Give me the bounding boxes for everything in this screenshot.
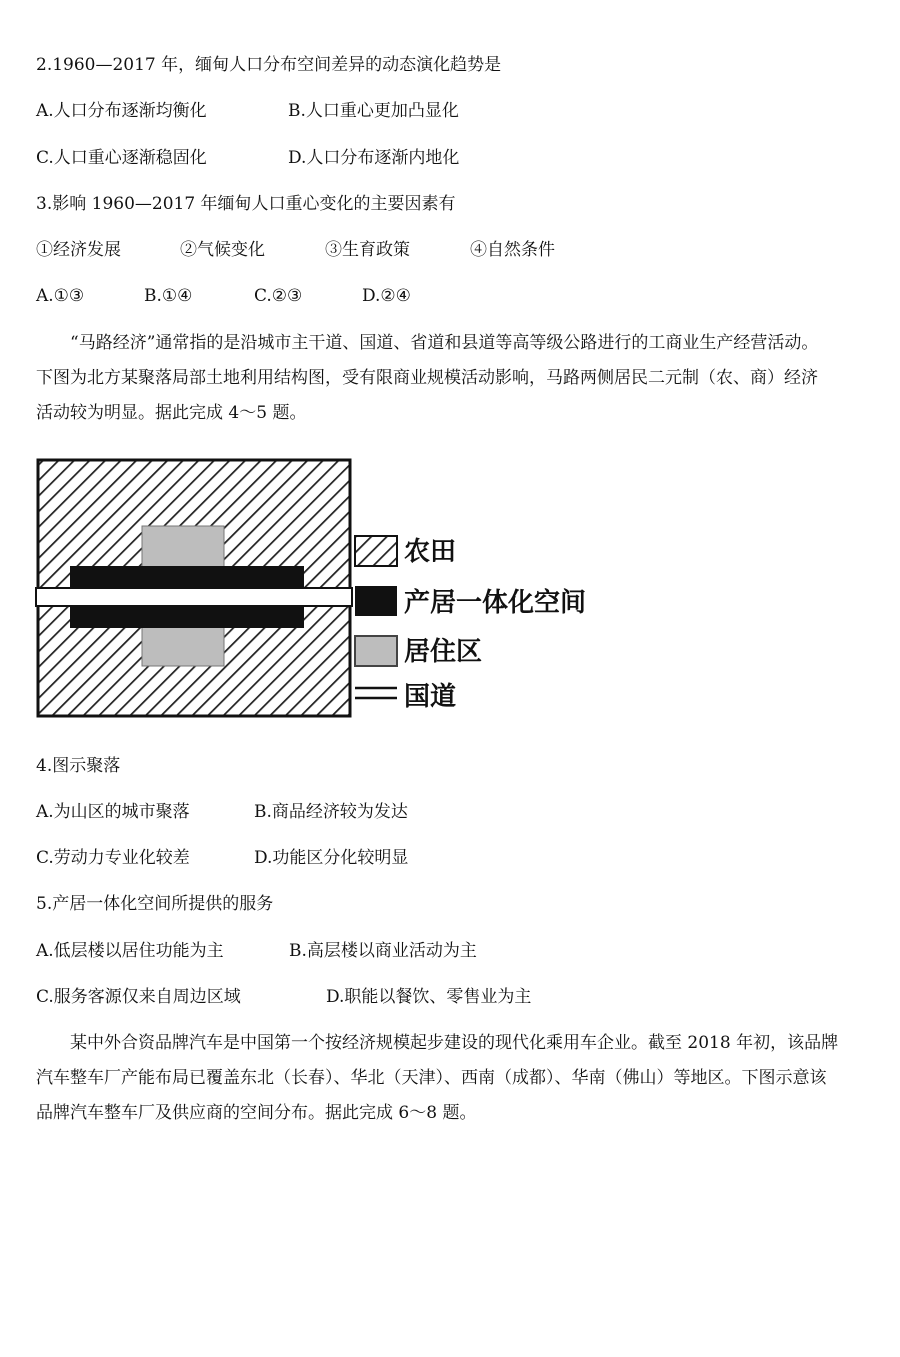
- q5-option-c: C.服务客源仅来自周边区域: [36, 987, 241, 1007]
- legend-industry-residence-label: 产居一体化空间: [404, 588, 587, 618]
- q5-options-row2: [36, 985, 886, 1009]
- q2-options-row2: [36, 146, 886, 170]
- passage1-line-1: “马路经济”通常指的是沿城市主干道、国道、省道和县道等高等级公路进行的工商业生产经营活动。: [70, 333, 819, 353]
- map-diagram: [36, 460, 352, 716]
- q5-option-b: B.高层楼以商业活动为主: [289, 941, 477, 961]
- q2-options-row1: [36, 99, 886, 123]
- industry-residence-strip-south: [70, 606, 304, 628]
- q5-options-row1: [36, 939, 886, 963]
- industry-residence-strip-north: [70, 566, 304, 588]
- q3-option-d: D.②④: [362, 286, 411, 306]
- legend-farmland-swatch: [355, 536, 397, 566]
- legend-industry-residence-swatch: [355, 586, 397, 616]
- legend-farmland-label: 农田: [404, 537, 457, 567]
- q3-option-b: B.①④: [144, 286, 193, 306]
- q3-factor-3: ③生育政策: [325, 240, 410, 260]
- q2-option-d: D.人口分布逐渐内地化: [288, 148, 460, 168]
- q5-stem: 5.产居一体化空间所提供的服务: [36, 894, 274, 914]
- q4-option-d: D.功能区分化较明显: [254, 848, 409, 868]
- q4-stem: 4.图示聚落: [36, 756, 121, 776]
- q3-factor-2: ②气候变化: [180, 240, 265, 260]
- q3-option-a: A.①③: [36, 286, 85, 306]
- q3-stem: 3.影响 1960—2017 年缅甸人口重心变化的主要因素有: [36, 194, 456, 214]
- q4-option-c: C.劳动力专业化较差: [36, 848, 190, 868]
- national-road: [36, 588, 352, 606]
- passage2-line-2: 汽车整车厂产能布局已覆盖东北（长春）、华北（天津）、西南（成都）、华南（佛山）等地区。下图示意该: [36, 1068, 827, 1088]
- q3-factor-1: ①经济发展: [36, 240, 121, 260]
- passage2-line-3: 品牌汽车整车厂及供应商的空间分布。据此完成 6～8 题。: [36, 1103, 477, 1123]
- q3-factors: [36, 238, 886, 262]
- passage1-line-3: 活动较为明显。据此完成 4～5 题。: [36, 403, 307, 423]
- legend-residential-label: 居住区: [404, 637, 483, 667]
- q5-option-d: D.职能以餐饮、零售业为主: [326, 987, 532, 1007]
- passage-road-economy: [36, 326, 886, 431]
- passage2-line-1: 某中外合资品牌汽车是中国第一个按经济规模起步建设的现代化乘用车企业。截至 2018 年初，该品牌: [70, 1033, 839, 1053]
- q4-option-a: A.为山区的城市聚落: [36, 802, 190, 822]
- q3-options: [36, 284, 886, 308]
- q2-option-b: B.人口重心更加凸显化: [288, 101, 459, 121]
- q4-options-row2: [36, 846, 886, 870]
- q2-option-c: C.人口重心逐渐稳固化: [36, 148, 207, 168]
- passage1-line-2: 下图为北方某聚落局部土地利用结构图，受有限商业规模活动影响，马路两侧居民二元制（农、商）经济: [36, 368, 818, 388]
- q4-option-b: B.商品经济较为发达: [254, 802, 408, 822]
- q2-stem: 2.1960—2017 年，缅甸人口分布空间差异的动态演化趋势是: [36, 55, 502, 75]
- legend-road-label: 国道: [404, 682, 457, 712]
- q5-option-a: A.低层楼以居住功能为主: [36, 941, 224, 961]
- passage-auto-brand: [36, 1026, 886, 1131]
- land-use-structure-figure: [0, 440, 640, 730]
- q4-options-row1: [36, 800, 886, 824]
- q3-factor-4: ④自然条件: [470, 240, 555, 260]
- legend-residential-swatch: [355, 636, 397, 666]
- figure-legend: [355, 536, 586, 712]
- q3-option-c: C.②③: [254, 286, 303, 306]
- q2-option-a: A.人口分布逐渐均衡化: [36, 101, 207, 121]
